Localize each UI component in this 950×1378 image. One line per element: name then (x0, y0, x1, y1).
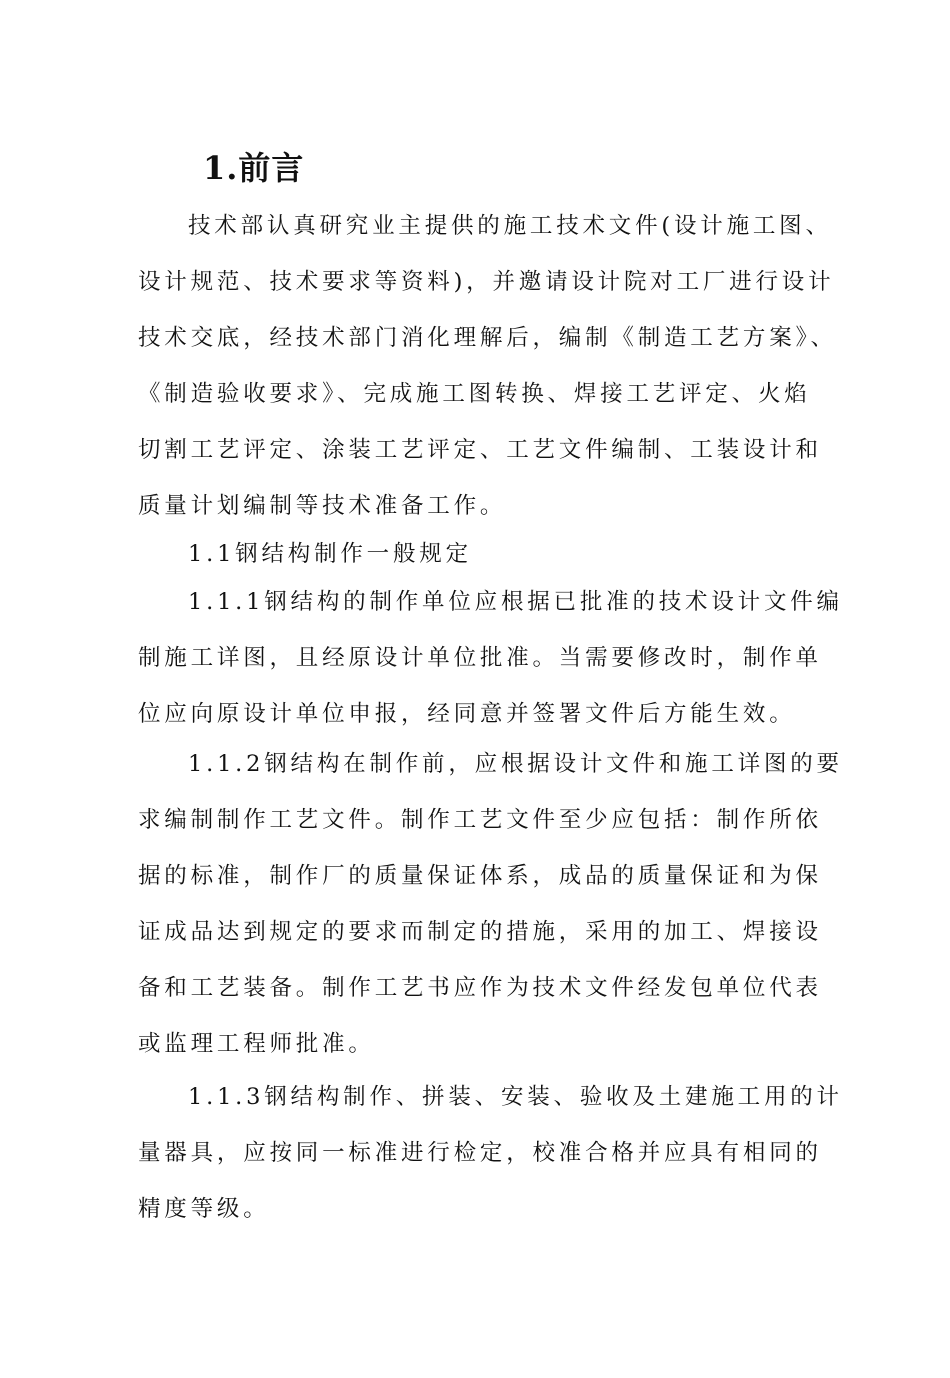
subsection-heading: 1.1钢结构制作一般规定 (188, 541, 472, 567)
paragraph-line: 量器具，应按同一标准进行检定，校准合格并应具有相同的 (138, 1140, 822, 1166)
paragraph-line: 证成品达到规定的要求而制定的措施，采用的加工、焊接设 (138, 919, 822, 945)
paragraph-line: 备和工艺装备。制作工艺书应作为技术文件经发包单位代表 (138, 975, 822, 1001)
paragraph-line: 1.1.3钢结构制作、拼装、安装、验收及土建施工用的计 (188, 1084, 843, 1110)
paragraph-line: 据的标准，制作厂的质量保证体系，成品的质量保证和为保 (138, 863, 822, 889)
paragraph-line: 技术交底，经技术部门消化理解后，编制《制造工艺方案》、 (138, 325, 837, 351)
paragraph-line: 精度等级。 (138, 1196, 270, 1222)
paragraph-line: 《制造验收要求》、完成施工图转换、焊接工艺评定、火焰 (138, 381, 811, 407)
paragraph-line: 技术部认真研究业主提供的施工技术文件(设计施工图、 (188, 213, 832, 239)
paragraph-line: 求编制制作工艺文件。制作工艺文件至少应包括：制作所依 (138, 807, 822, 833)
paragraph-line: 制施工详图，且经原设计单位批准。当需要修改时，制作单 (138, 645, 822, 671)
paragraph-line: 或监理工程师批准。 (138, 1031, 375, 1057)
paragraph-line: 1.1.1钢结构的制作单位应根据已批准的技术设计文件编 (188, 589, 843, 615)
paragraph-line: 切割工艺评定、涂装工艺评定、工艺文件编制、工装设计和 (138, 437, 822, 463)
paragraph-line: 位应向原设计单位申报，经同意并签署文件后方能生效。 (138, 701, 796, 727)
paragraph-line: 1.1.2钢结构在制作前，应根据设计文件和施工详图的要 (188, 751, 843, 777)
section-heading: 1.前言 (203, 149, 305, 187)
paragraph-line: 质量计划编制等技术准备工作。 (138, 493, 507, 519)
paragraph-line: 设计规范、技术要求等资料)，并邀请设计院对工厂进行设计 (138, 269, 835, 295)
